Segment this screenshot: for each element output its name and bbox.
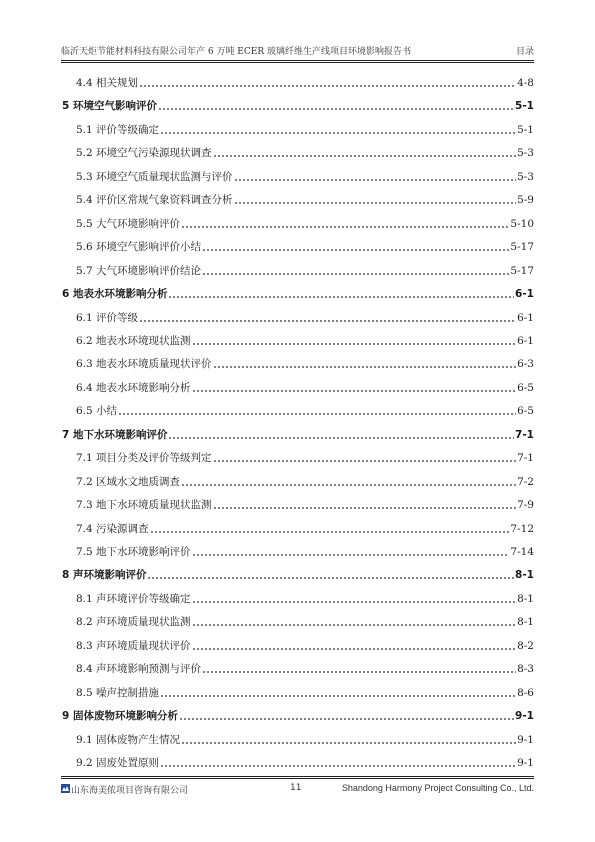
- section-label: 目录: [515, 47, 534, 57]
- footer-company-name-en: Shandong Harmony Project Consulting Co., Ltd.: [341, 783, 534, 793]
- toc-entry-page: 6-1: [515, 288, 534, 301]
- header-rule: [61, 60, 534, 61]
- toc-entry-title: 8.5 噪声控制措施: [76, 686, 160, 699]
- toc-entry[interactable]: [62, 97, 534, 113]
- toc-dot-leader: [160, 132, 516, 134]
- toc-entry-page: 7-2: [517, 475, 534, 488]
- toc-dot-leader: [147, 577, 514, 579]
- toc-dot-leader: [150, 531, 510, 533]
- toc-entry-title: 7.4 污染源调查: [76, 522, 149, 535]
- toc-entry[interactable]: [62, 449, 534, 465]
- toc-entry-page: 5-17: [510, 264, 534, 277]
- toc-dot-leader: [202, 671, 516, 673]
- company-logo-icon: [61, 784, 70, 793]
- toc-entry-page: 7-9: [517, 499, 534, 512]
- toc-dot-leader: [181, 742, 516, 744]
- report-title: 临沂天炬节能材料科技有限公司年产 6 万吨 ECER 玻璃纤维生产线项目环境影响报告书: [61, 47, 411, 57]
- toc-entry-page: 7-1: [515, 428, 534, 441]
- toc-entry-title: 9.2 固废处置原则: [76, 757, 160, 770]
- toc-dot-leader: [192, 624, 517, 626]
- toc-entry-page: 8-1: [515, 569, 534, 582]
- toc-entry[interactable]: [62, 355, 534, 371]
- toc-entry[interactable]: [62, 168, 534, 184]
- toc-entry-page: 5-1: [515, 100, 534, 113]
- toc-entry-title: 5.3 环境空气质量现状监测与评价: [76, 170, 233, 183]
- toc-entry[interactable]: [62, 520, 534, 536]
- toc-entry-title: 5 环境空气影响评价: [62, 100, 157, 113]
- toc-dot-leader: [202, 249, 509, 251]
- toc-entry-page: 6-1: [517, 334, 534, 347]
- toc-entry-page: 5-17: [510, 241, 534, 254]
- toc-entry-page: 7-14: [510, 546, 534, 558]
- toc-entry-title: 5.7 大气环境影响评价结论: [76, 264, 202, 277]
- toc-entry-page: 8-6: [517, 686, 534, 699]
- toc-dot-leader: [181, 226, 509, 228]
- toc-entry[interactable]: [62, 473, 534, 489]
- toc-entry-page: 6-5: [517, 381, 534, 394]
- toc-entry[interactable]: [62, 426, 534, 442]
- toc-entry-page: 4-8: [517, 77, 534, 89]
- toc-entry-title: 6.3 地表水环境质量现状评价: [76, 358, 212, 371]
- footer-rule: [61, 778, 534, 779]
- toc-entry[interactable]: [62, 332, 534, 348]
- toc-dot-leader: [139, 85, 516, 87]
- toc-entry[interactable]: [62, 684, 534, 700]
- toc-dot-leader: [139, 320, 516, 322]
- toc-entry[interactable]: [62, 613, 534, 629]
- toc-entry-title: 8.2 声环境质量现状监测: [76, 616, 191, 629]
- toc-entry-page: 5-10: [510, 217, 534, 230]
- toc-entry[interactable]: [62, 309, 534, 325]
- toc-entry-page: 8-2: [517, 639, 534, 652]
- toc-dot-leader: [168, 296, 514, 298]
- toc-dot-leader: [118, 413, 516, 415]
- toc-entry-page: 6-3: [517, 358, 534, 371]
- toc-entry-title: 6.2 地表水环境现状监测: [76, 334, 191, 347]
- toc-entry-page: 8-3: [517, 663, 534, 676]
- toc-entry-title: 8 声环境影响评价: [62, 569, 147, 582]
- toc-entry[interactable]: [62, 731, 534, 747]
- toc-dot-leader: [234, 202, 517, 204]
- toc-entry-page: 9-1: [517, 757, 534, 770]
- toc-dot-leader: [213, 460, 517, 462]
- toc-entry[interactable]: [62, 496, 534, 512]
- toc-entry-page: 7-12: [510, 522, 534, 535]
- toc-entry-page: 5-9: [517, 194, 534, 207]
- toc-entry-title: 6 地表水环境影响分析: [62, 288, 168, 301]
- toc-dot-leader: [179, 718, 514, 720]
- toc-entry-page: 5-3: [517, 170, 534, 183]
- toc-entry-page: 7-1: [517, 452, 534, 465]
- toc-entry-title: 5.2 环境空气污染源现状调查: [76, 147, 212, 160]
- toc-entry-title: 7.5 地下水环境影响评价: [76, 546, 191, 558]
- toc-entry[interactable]: [62, 566, 534, 582]
- toc-entry[interactable]: [62, 402, 534, 418]
- toc-entry-title: 9 固体废物环境影响分析: [62, 710, 178, 723]
- toc-dot-leader: [192, 554, 510, 556]
- toc-entry[interactable]: [62, 590, 534, 606]
- toc-entry[interactable]: [62, 707, 534, 723]
- toc-dot-leader: [160, 695, 516, 697]
- page-number: 11: [290, 783, 302, 793]
- toc-dot-leader: [213, 366, 517, 368]
- toc-entry-title: 7 地下水环境影响评价: [62, 428, 168, 441]
- toc-dot-leader: [181, 484, 516, 486]
- toc-entry-title: 7.2 区域水文地质调查: [76, 475, 181, 488]
- toc-entry[interactable]: [62, 238, 534, 254]
- footer-company-name: 山东海美侬项目咨询有限公司: [71, 786, 189, 796]
- toc-entry-title: 5.5 大气环境影响评价: [76, 217, 181, 230]
- toc-dot-leader: [158, 108, 514, 110]
- toc-entry[interactable]: [62, 191, 534, 207]
- toc-entry[interactable]: [62, 121, 534, 137]
- toc-dot-leader: [192, 601, 517, 603]
- toc-entry[interactable]: [62, 262, 534, 278]
- toc-dot-leader: [213, 507, 517, 509]
- toc-entry[interactable]: [62, 285, 534, 301]
- toc-entry-title: 9.1 固体废物产生情况: [76, 733, 181, 746]
- toc-dot-leader: [168, 437, 514, 439]
- toc-entry-title: 4.4 相关规划: [76, 77, 139, 89]
- toc-entry[interactable]: [62, 379, 534, 395]
- toc-entry-page: 9-1: [515, 710, 534, 723]
- toc-dot-leader: [213, 155, 517, 157]
- toc-entry[interactable]: [62, 543, 534, 559]
- toc-entry-title: 6.4 地表水环境影响分析: [76, 381, 191, 394]
- page-footer: [61, 782, 534, 796]
- toc-entry-title: 5.6 环境空气影响评价小结: [76, 241, 202, 254]
- toc-dot-leader: [202, 273, 509, 275]
- toc-entry-page: 5-1: [517, 123, 534, 136]
- toc-entry-title: 6.5 小结: [76, 405, 118, 418]
- toc-entry-page: 5-3: [517, 147, 534, 160]
- page-header: [61, 41, 534, 57]
- footer-rule-thin: [61, 776, 534, 777]
- toc-dot-leader: [234, 179, 517, 181]
- toc-entry[interactable]: [62, 660, 534, 676]
- toc-entry-page: 6-1: [517, 311, 534, 324]
- toc-entry[interactable]: [62, 637, 534, 653]
- toc-entry-title: 8.1 声环境评价等级确定: [76, 592, 191, 605]
- toc-entry-title: 8.3 声环境质量现状评价: [76, 639, 191, 652]
- toc-dot-leader: [192, 390, 517, 392]
- toc-entry-title: 8.4 声环境影响预测与评价: [76, 663, 202, 676]
- toc-dot-leader: [160, 765, 516, 767]
- toc-dot-leader: [192, 343, 517, 345]
- toc-entry-page: 9-1: [517, 733, 534, 746]
- toc-entry-page: 6-5: [517, 405, 534, 418]
- toc-entry-title: 6.1 评价等级: [76, 311, 139, 324]
- toc-entry[interactable]: [62, 215, 534, 231]
- toc-entry-title: 7.1 项目分类及评价等级判定: [76, 452, 212, 465]
- toc-entry-page: 8-1: [517, 592, 534, 605]
- toc-entry-title: 7.3 地下水环境质量现状监测: [76, 499, 212, 512]
- header-rule-thin: [61, 62, 534, 63]
- toc-entry-title: 5.1 评价等级确定: [76, 123, 160, 136]
- toc-entry[interactable]: [62, 754, 534, 770]
- toc-entry-page: 8-1: [517, 616, 534, 629]
- toc-entry[interactable]: [62, 144, 534, 160]
- toc-entry[interactable]: [62, 74, 534, 90]
- toc-dot-leader: [192, 648, 517, 650]
- toc-entry-title: 5.4 评价区常规气象资料调查分析: [76, 194, 233, 207]
